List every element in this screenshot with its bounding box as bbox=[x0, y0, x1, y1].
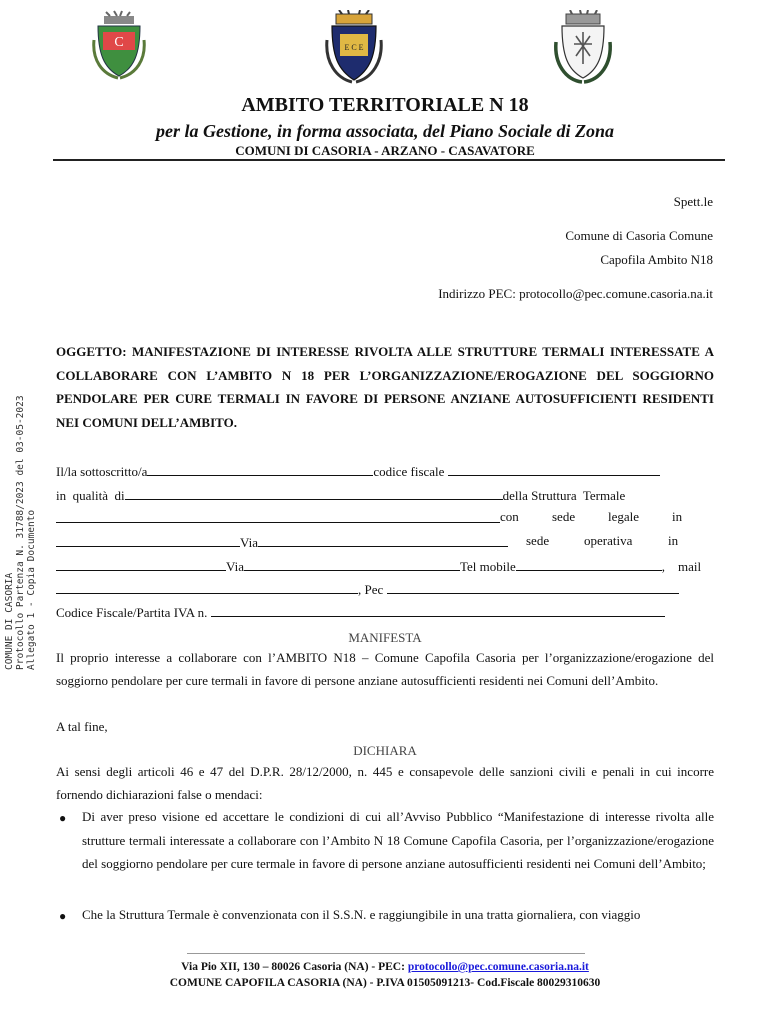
via-op-label: Via bbox=[226, 559, 244, 574]
form-row-qualita bbox=[56, 486, 714, 504]
form-row-sede-operativa bbox=[56, 533, 714, 551]
bullet-icon: ● bbox=[59, 811, 67, 825]
struttura-name-field[interactable] bbox=[56, 509, 500, 523]
sottoscritto-label: Il/la sottoscritto/a bbox=[56, 464, 148, 479]
in-op-label: in bbox=[668, 533, 679, 548]
operativa-label: operativa bbox=[584, 533, 633, 548]
footer-fiscal: COMUNE CAPOFILA CASORIA (NA) - P.IVA 01505091213- Cod.Fiscale 80029310630 bbox=[169, 977, 601, 989]
dichiara-item-2: Che la Struttura Termale è convenzionata con il S.S.N. e raggiungibile in una tratta giornaliera, con viaggio bbox=[82, 907, 641, 922]
mail-field[interactable] bbox=[56, 580, 358, 594]
recipient-line-2: Capofila Ambito N18 bbox=[600, 252, 713, 267]
in-qualita-label: in qualità di bbox=[56, 488, 125, 503]
pec-field[interactable] bbox=[387, 580, 679, 594]
sede-op-comune-field[interactable] bbox=[56, 557, 226, 571]
footer-pec-link[interactable]: protocollo@pec.comune.casoria.na.it bbox=[407, 961, 589, 973]
qualita-field[interactable] bbox=[125, 486, 503, 500]
sede-legale-comune-field[interactable] bbox=[56, 533, 240, 547]
tel-mobile-label: Tel mobile bbox=[460, 559, 516, 574]
casoria-crest bbox=[90, 10, 148, 80]
pec-label: , Pec bbox=[358, 582, 384, 597]
form-row-contatti bbox=[56, 557, 714, 575]
legale-label: legale bbox=[608, 509, 640, 524]
dichiara-text: Ai sensi degli articoli 46 e 47 del D.P.R. 28/12/2000, n. 445 e consapevole delle sanzioni civili e penali in cui incorre fornendo dichiarazioni false o mendaci: bbox=[56, 764, 714, 802]
form-row-sottoscritto bbox=[56, 462, 714, 480]
form-row-cf bbox=[56, 603, 714, 621]
dichiara-heading: DICHIARA bbox=[353, 743, 417, 758]
arzano-crest bbox=[324, 10, 384, 84]
comuni-line: COMUNI DI CASORIA - ARZANO - CASAVATORE bbox=[235, 143, 535, 158]
stamp-line-3: Allegato 1 - Copia Documento bbox=[26, 509, 37, 670]
form-row-sede-legale bbox=[56, 509, 714, 527]
bullet-icon: ● bbox=[59, 909, 67, 923]
mail-label: , mail bbox=[661, 559, 702, 574]
oggetto-text: OGGETTO: MANIFESTAZIONE DI INTERESSE RIVOLTA ALLE STRUTTURE TERMALI INTERESSATE A COLLABORARE CON L’AMBITO N 18 PER L’ORGANIZZAZIONE/EROGAZIONE DEL SOGGIORNO PENDOLARE PER CURE TERMALI IN FAVORE DI PERSONE ANZIANE AUTOSUFFICIENTI RESIDENTI NEI COMUNI DELL’AMBITO. bbox=[56, 344, 714, 430]
stamp-line-1: COMUNE DI CASORIA bbox=[4, 572, 15, 670]
svg-text:E C E: E C E bbox=[344, 43, 364, 52]
header-divider bbox=[53, 159, 725, 161]
sede-legale-via-field[interactable] bbox=[258, 533, 508, 547]
dichiara-item-1: Di aver preso visione ed accettare le condizioni di cui all’Avviso Pubblico “Manifestazione di interesse rivolta alle strutture termali interessate a collaborare con l’Ambito N 18 Comune Capofila Casoria, per l’organizzazione/erogazione del soggiorno pendolare per cure termale in favore di persone anziane autosufficienti residenti nei Comuni dell’Ambito; bbox=[82, 809, 714, 871]
a-tal-fine: A tal fine, bbox=[56, 719, 108, 734]
tel-mobile-field[interactable] bbox=[516, 557, 662, 571]
sottoscritto-field[interactable] bbox=[147, 462, 373, 476]
page-subtitle: per la Gestione, in forma associata, del Piano Sociale di Zona bbox=[156, 121, 614, 141]
recipient-pec: Indirizzo PEC: protocollo@pec.comune.casoria.na.it bbox=[438, 286, 713, 301]
svg-text:C: C bbox=[114, 35, 124, 50]
casavatore-crest bbox=[552, 10, 614, 84]
sede-op-label: sede bbox=[526, 533, 550, 548]
salutation: Spett.le bbox=[673, 194, 713, 209]
cf-piva-label: Codice Fiscale/Partita IVA n. bbox=[56, 605, 208, 620]
form-row-pec bbox=[56, 580, 714, 598]
footer-divider bbox=[187, 953, 585, 954]
in-label: in bbox=[672, 509, 683, 524]
cf-piva-field[interactable] bbox=[211, 603, 665, 617]
stamp-line-2: Protocollo Partenza N. 31788/2023 del 03-05-2023 bbox=[15, 395, 26, 670]
con-label: con bbox=[500, 509, 519, 524]
codice-fiscale-label: codice fiscale bbox=[373, 464, 445, 479]
sede-op-via-field[interactable] bbox=[244, 557, 460, 571]
via-label: Via bbox=[240, 535, 258, 550]
struttura-termale-label: della Struttura Termale bbox=[502, 488, 626, 503]
page-title: AMBITO TERRITORIALE N 18 bbox=[241, 94, 529, 116]
recipient-line-1: Comune di Casoria Comune bbox=[565, 228, 713, 243]
manifesta-heading: MANIFESTA bbox=[348, 630, 422, 645]
codice-fiscale-field[interactable] bbox=[448, 462, 660, 476]
footer-address bbox=[0, 961, 770, 973]
footer-address-text: Via Pio XII, 130 – 80026 Casoria (NA) - PEC: bbox=[181, 961, 408, 973]
manifesta-text: Il proprio interesse a collaborare con l’AMBITO N18 – Comune Capofila Casoria per l’organizzazione/erogazione del soggiorno pendolare per cure termali in favore di persone anziane autosufficienti residenti nei Comuni dell’Ambito. bbox=[56, 650, 714, 688]
protocol-stamp bbox=[4, 395, 37, 670]
sede-label: sede bbox=[552, 509, 576, 524]
